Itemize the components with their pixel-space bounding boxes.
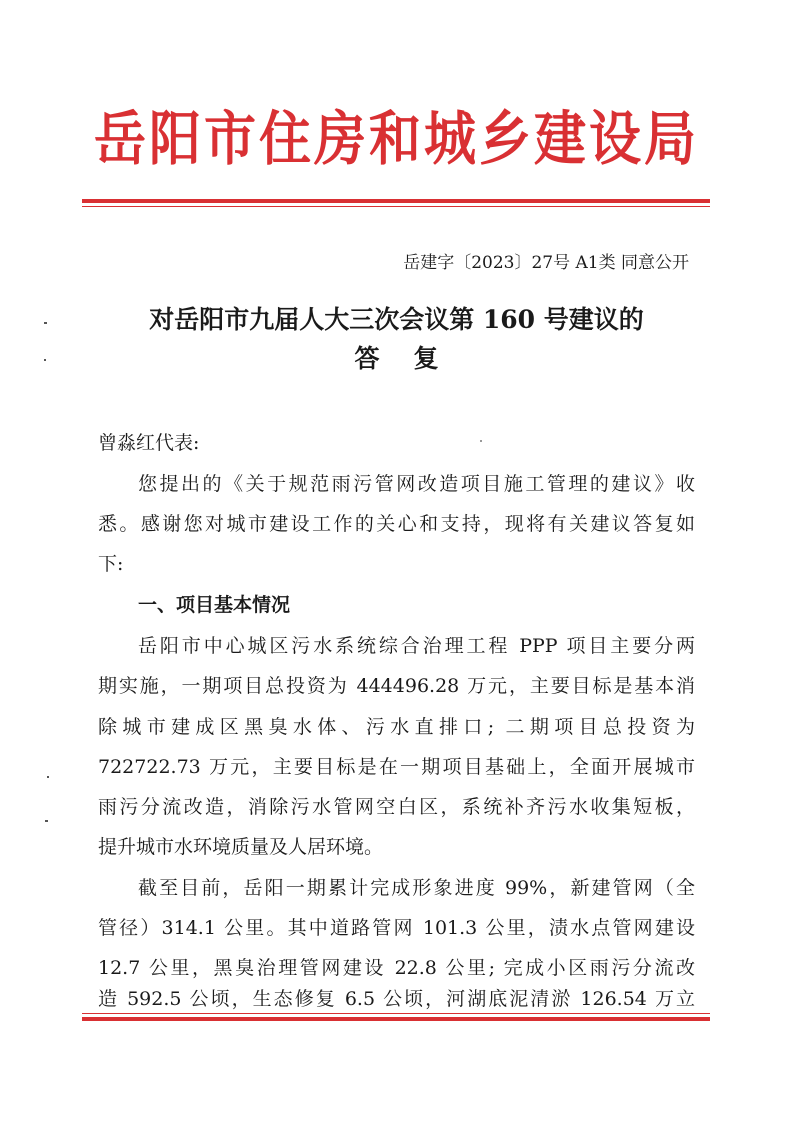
salutation: 曾淼红代表: — [98, 432, 200, 454]
scan-speck — [44, 322, 47, 324]
document-heading-line1: 对岳阳市九届人大三次会议第 160 号建议的 — [149, 305, 644, 334]
paragraph-line: 造 592.5 公顷，生态修复 6.5 公顷，河湖底泥清淤 126.54 万立 — [98, 988, 695, 1010]
paragraph-line: 管径）314.1 公里。其中道路管网 101.3 公里，渍水点管网建设 — [98, 917, 695, 939]
paragraph-line: 岳阳市中心城区污水系统综合治理工程 PPP 项目主要分两 — [138, 635, 695, 657]
scan-speck — [44, 359, 46, 361]
intro-line: 您提出的《关于规范雨污管网改造项目施工管理的建议》收 — [138, 473, 695, 495]
footer-rule-thin — [82, 1013, 710, 1014]
paragraph-line: 期实施，一期项目总投资为 444496.28 万元，主要目标是基本消 — [98, 675, 695, 697]
paragraph-line: 提升城市水环境质量及人居环境。 — [98, 836, 384, 858]
paragraph-line: 雨污分流改造，消除污水管网空白区，系统补齐污水收集短板， — [98, 796, 695, 818]
agency-letterhead-title: 岳阳市住房和城乡建设局 — [93, 105, 699, 174]
section-heading: 一、项目基本情况 — [138, 594, 291, 616]
paragraph-line: 截至目前，岳阳一期累计完成形象进度 99%，新建管网（全 — [138, 877, 695, 899]
document-heading-line2: 答复 — [354, 344, 473, 373]
paragraph-line: 除城市建成区黑臭水体、污水直排口; 二期项目总投资为 — [98, 716, 695, 738]
paragraph-line: 12.7 公里，黑臭治理管网建设 22.8 公里; 完成小区雨污分流改 — [98, 957, 695, 979]
letterhead-rule-thick — [82, 199, 710, 203]
paragraph-line: 722722.73 万元，主要目标是在一期项目基础上，全面开展城市 — [98, 756, 695, 778]
scan-speck — [480, 440, 482, 442]
scan-speck — [47, 776, 49, 778]
footer-rule-thick — [82, 1017, 710, 1021]
letterhead-rule-thin — [82, 206, 710, 207]
intro-line: 悉。感谢您对城市建设工作的关心和支持，现将有关建议答复如 — [98, 513, 695, 535]
intro-line: 下: — [98, 553, 124, 575]
scan-speck — [45, 820, 48, 822]
document-number: 岳建字〔2023〕27号 A1类 同意公开 — [403, 253, 689, 273]
